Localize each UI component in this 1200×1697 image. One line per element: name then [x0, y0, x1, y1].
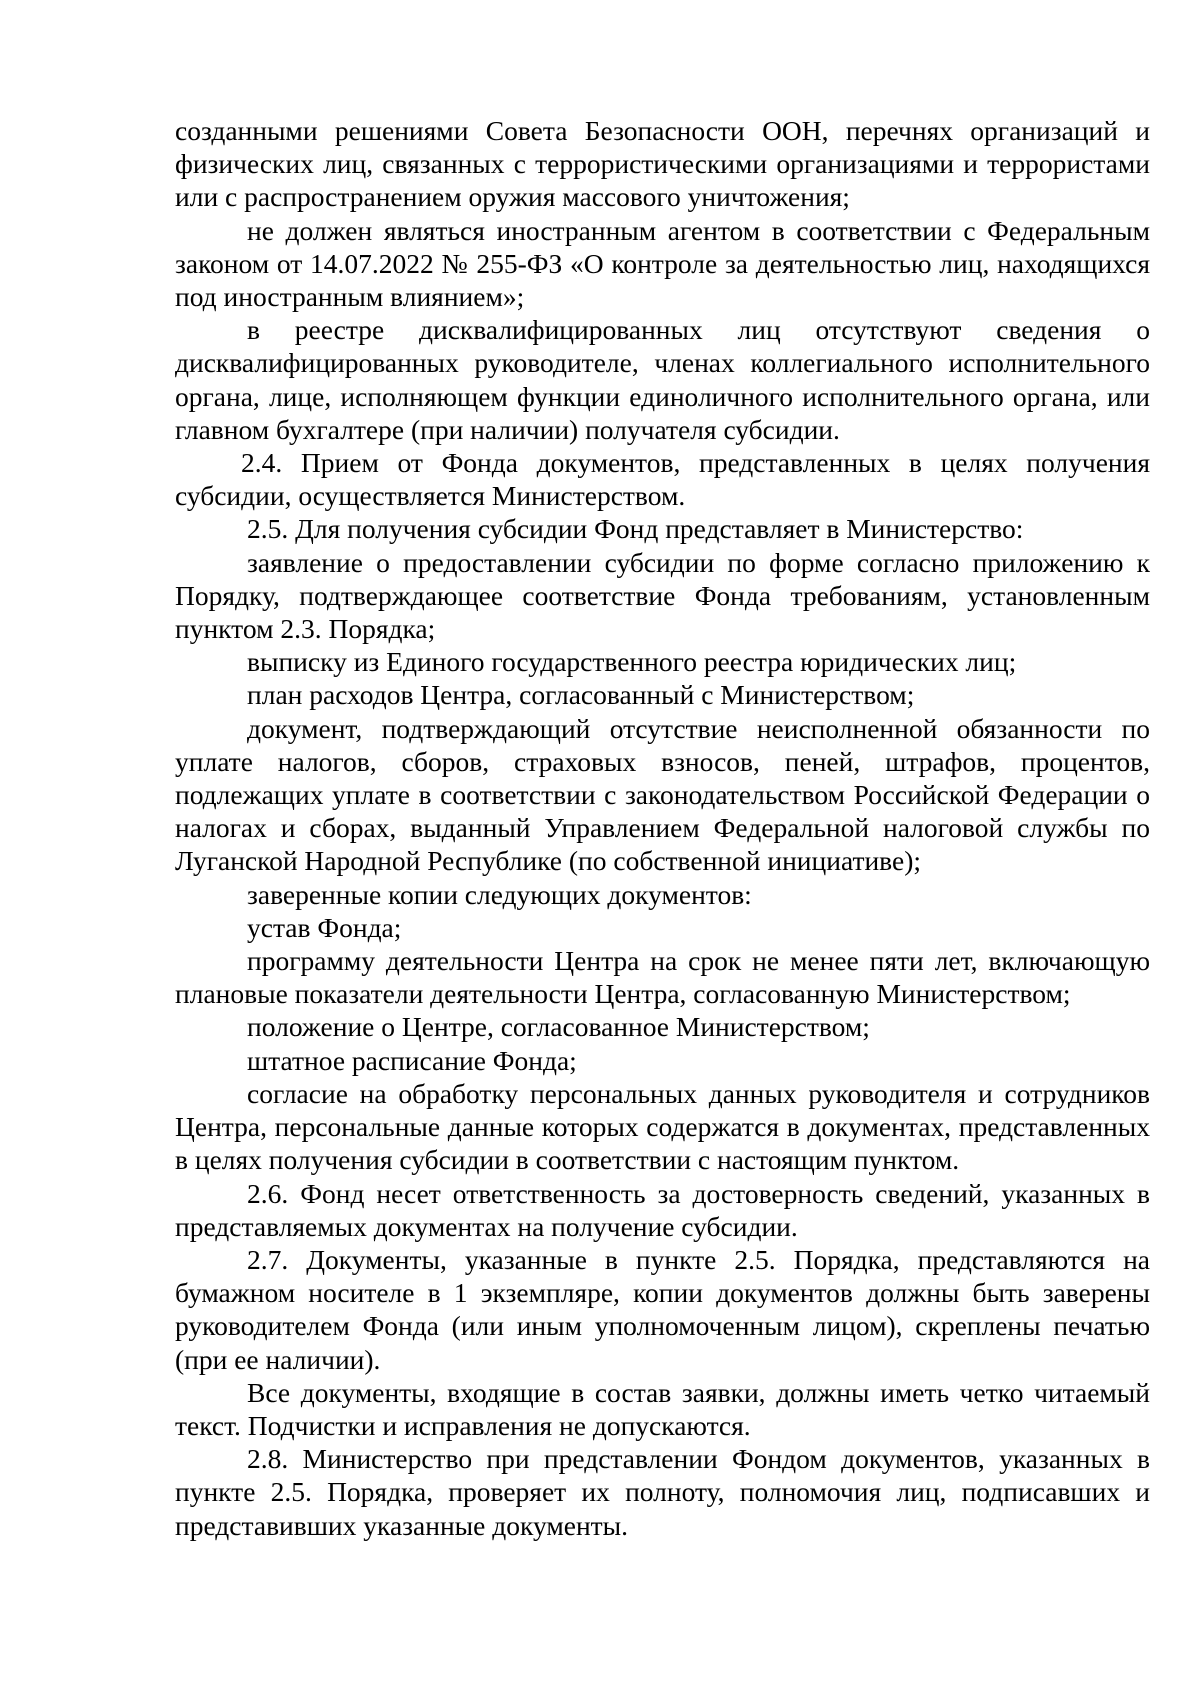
paragraph-foreign-agent: не должен являться иностранным агентом в соответствии с Федеральным законом от 14.07.2022 № 255-ФЗ «О контроле за деятельностью лиц, находящихся под иностранным влиянием»;: [175, 214, 1150, 313]
document-body: [175, 114, 1150, 1542]
paragraph-2-6: 2.6. Фонд несет ответственность за достоверность сведений, указанных в представляемых документах на получение субсидии.: [175, 1177, 1150, 1242]
paragraph-certified-copies: заверенные копии следующих документов:: [247, 878, 752, 910]
paragraph-2-5: 2.5. Для получения субсидии Фонд представляет в Министерство:: [247, 513, 1024, 545]
paragraph-2-8: 2.8. Министерство при представлении Фондом документов, указанных в пункте 2.5. Порядка, проверяет их полноту, полномочия лиц, подписавших и представивших указанные документы.: [175, 1443, 1150, 1541]
paragraph-criteria-un-lists: созданными решениями Совета Безопасности ООН, перечнях организаций и физических лиц, связанных с террористическими организациями и террористами или с распространением оружия массового уничтожения;: [175, 115, 1150, 213]
paragraph-charter: устав Фонда;: [247, 911, 402, 943]
paragraph-application: заявление о предоставлении субсидии по форме согласно приложению к Порядку, подтверждающее соответствие Фонда требованиям, установленным пунктом 2.3. Порядка;: [175, 546, 1150, 645]
paragraph-expense-plan: план расходов Центра, согласованный с Министерством;: [247, 679, 915, 711]
paragraph-staff-schedule: штатное расписание Фонда;: [247, 1044, 577, 1076]
paragraph-tax-document: документ, подтверждающий отсутствие неисполненной обязанности по уплате налогов, сборов, страховых взносов, пеней, штрафов, процентов, подлежащих уплате в соответствии с законодательством Российской Федерации о налогах и сборах, выданный Управлением Федеральной налоговой службы по Луганской Народной Республике (по собственной инициативе);: [175, 712, 1150, 877]
paragraph-personal-data-consent: согласие на обработку персональных данных руководителя и сотрудников Центра, персональные данные которых содержатся в документах, представленных в целях получения субсидии в соответствии с настоящим пунктом.: [175, 1077, 1150, 1176]
paragraph-2-4: 2.4. Прием от Фонда документов, представленных в целях получения субсидии, осуществляется Министерством.: [175, 447, 1150, 512]
paragraph-readable-text: Все документы, входящие в состав заявки, должны иметь четко читаемый текст. Подчистки и исправления не допускаются.: [175, 1376, 1150, 1441]
paragraph-center-regulation: положение о Центре, согласованное Министерством;: [247, 1011, 870, 1043]
paragraph-2-7: 2.7. Документы, указанные в пункте 2.5. Порядка, представляются на бумажном носителе в 1 экземпляре, копии документов должны быть заверены руководителем Фонда (или иным уполномоченным лицом), скреплены печатью (при ее наличии).: [175, 1243, 1150, 1375]
paragraph-disqualified-registry: в реестре дисквалифицированных лиц отсутствуют сведения о дисквалифицированных руководителе, членах коллегиального исполнительного органа, лице, исполняющем функции единоличного исполнительного органа, или главном бухгалтере (при наличии) получателя субсидии.: [175, 314, 1150, 445]
paragraph-registry-extract: выписку из Единого государственного реестра юридических лиц;: [247, 646, 1017, 678]
paragraph-activity-program: программу деятельности Центра на срок не менее пяти лет, включающую плановые показатели деятельности Центра, согласованную Министерством;: [175, 945, 1150, 1010]
